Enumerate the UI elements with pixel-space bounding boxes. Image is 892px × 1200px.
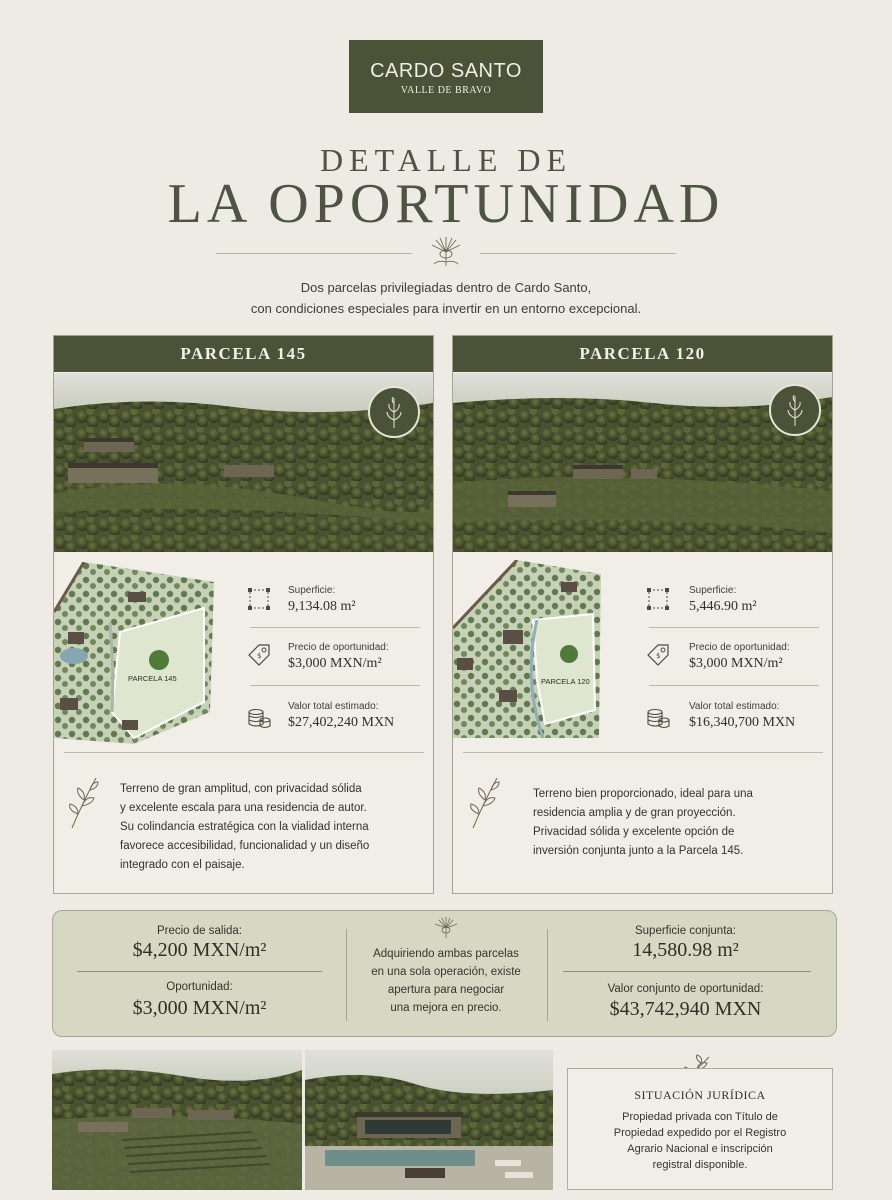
legal-text-line: registral disponible. bbox=[652, 1159, 748, 1171]
surface-label: Superficie: bbox=[689, 585, 737, 596]
legal-text-line: Propiedad privada con Título de bbox=[622, 1111, 778, 1123]
parcel-card-145 bbox=[53, 335, 434, 894]
surface-value: 5,446.90 m² bbox=[689, 599, 757, 614]
price-label: Precio de oportunidad: bbox=[288, 642, 389, 653]
legal-text-line: Agrario Nacional e inscripción bbox=[627, 1143, 773, 1155]
joint-surface-label: Superficie conjunta: bbox=[634, 925, 736, 937]
opportunity-value: $3,000 MXN/m² bbox=[132, 997, 267, 1019]
coins-icon bbox=[645, 704, 671, 730]
parcel-description bbox=[120, 780, 369, 875]
summary-note-line: una mejora en precio. bbox=[390, 1002, 502, 1014]
total-value: $16,340,700 MXN bbox=[689, 715, 796, 730]
joint-surface-value: 14,580.98 m² bbox=[632, 939, 739, 961]
description-line: residencia amplia y de gran proyección. bbox=[533, 807, 736, 819]
description-line: Su colindancia estratégica con la vialidad interna bbox=[120, 821, 369, 833]
parcel-title: PARCELA 145 bbox=[54, 336, 433, 372]
intro-line-2: con condiciones especiales para invertir en un entorno excepcional. bbox=[250, 301, 642, 316]
price-spec bbox=[689, 642, 859, 672]
heading-line-1: DETALLE DE bbox=[319, 142, 573, 178]
description-line: y excelente escala para una residencia de autor. bbox=[120, 802, 367, 814]
olive-branch-icon bbox=[368, 386, 420, 438]
site-plan bbox=[453, 560, 603, 740]
site-plan-label: PARCELA 120 bbox=[541, 677, 590, 686]
intro-text bbox=[0, 277, 892, 319]
svg-text:$: $ bbox=[257, 652, 262, 660]
spec-divider bbox=[250, 685, 420, 686]
summary-note-line: apertura para negociar bbox=[387, 984, 505, 996]
olive-branch-icon bbox=[66, 774, 102, 830]
heading-divider-left bbox=[216, 253, 412, 254]
area-icon bbox=[246, 586, 272, 612]
total-spec bbox=[288, 701, 458, 731]
description-line: favorece accesibilidad, funcionalidad y un diseño bbox=[120, 840, 370, 852]
parcel-card-120 bbox=[452, 335, 833, 894]
brand-location: VALLE DE BRAVO bbox=[400, 85, 492, 96]
total-label: Valor total estimado: bbox=[689, 701, 780, 712]
summary-note-line: Adquiriendo ambas parcelas bbox=[373, 948, 519, 960]
spec-divider bbox=[649, 627, 819, 628]
total-value: $27,402,240 MXN bbox=[288, 715, 395, 730]
summary-separator bbox=[547, 929, 548, 1021]
coins-icon bbox=[246, 704, 272, 730]
legal-status-box bbox=[567, 1068, 833, 1190]
brand-logo bbox=[349, 40, 543, 113]
price-label: Precio de oportunidad: bbox=[689, 642, 790, 653]
area-icon bbox=[645, 586, 671, 612]
summary-panel bbox=[52, 910, 837, 1037]
opportunity-label: Oportunidad: bbox=[166, 981, 233, 993]
total-spec bbox=[689, 701, 859, 731]
surface-spec bbox=[288, 585, 458, 615]
summary-separator bbox=[346, 929, 347, 1021]
starting-price-label: Precio de salida: bbox=[156, 925, 243, 937]
surface-value: 9,134.08 m² bbox=[288, 599, 356, 614]
brand-name: CARDO SANTO bbox=[370, 60, 522, 82]
spec-divider bbox=[649, 685, 819, 686]
description-line: integrado con el paisaje. bbox=[120, 859, 245, 871]
svg-text:$: $ bbox=[656, 652, 661, 660]
parcel-description bbox=[533, 785, 753, 861]
surface-spec bbox=[689, 585, 859, 615]
description-line: inversión conjunta junto a la Parcela 145. bbox=[533, 845, 744, 857]
description-divider bbox=[64, 752, 424, 753]
site-plan bbox=[54, 562, 214, 744]
pool-photo bbox=[305, 1050, 553, 1190]
description-line: Terreno bien proporcionado, ideal para una bbox=[533, 788, 753, 800]
price-spec bbox=[288, 642, 458, 672]
price-value: $3,000 MXN/m² bbox=[689, 656, 783, 671]
parcel-title: PARCELA 120 bbox=[453, 336, 832, 372]
intro-line-1: Dos parcelas privilegiadas dentro de Cardo Santo, bbox=[300, 280, 592, 295]
summary-note bbox=[356, 945, 536, 1017]
heading-divider-right bbox=[480, 253, 676, 254]
description-line: Privacidad sólida y excelente opción de bbox=[533, 826, 735, 838]
page-title: LA OPORTUNIDAD bbox=[167, 173, 725, 235]
spec-divider bbox=[250, 627, 420, 628]
starting-price-value: $4,200 MXN/m² bbox=[132, 939, 267, 961]
legal-text bbox=[568, 1109, 832, 1173]
description-divider bbox=[463, 752, 823, 753]
olive-branch-icon bbox=[769, 384, 821, 436]
summary-divider bbox=[563, 971, 811, 972]
joint-value-value: $43,742,940 MXN bbox=[609, 998, 762, 1020]
price-tag-icon bbox=[645, 642, 671, 668]
total-label: Valor total estimado: bbox=[288, 701, 379, 712]
legal-text-line: Propiedad expedido por el Registro bbox=[613, 1127, 787, 1139]
thistle-icon bbox=[430, 917, 462, 939]
surface-label: Superficie: bbox=[288, 585, 336, 596]
thistle-icon bbox=[424, 236, 468, 268]
olive-branch-icon bbox=[467, 774, 503, 830]
aerial-photo bbox=[52, 1050, 302, 1190]
summary-divider bbox=[77, 971, 322, 972]
site-plan-label: PARCELA 145 bbox=[128, 674, 177, 683]
price-tag-icon bbox=[246, 642, 272, 668]
description-line: Terreno de gran amplitud, con privacidad sólida bbox=[120, 783, 362, 795]
joint-value-label: Valor conjunto de oportunidad: bbox=[607, 983, 764, 995]
price-value: $3,000 MXN/m² bbox=[288, 656, 382, 671]
legal-title: SITUACIÓN JURÍDICA bbox=[634, 1088, 766, 1102]
summary-note-line: en una sola operación, existe bbox=[371, 966, 521, 978]
